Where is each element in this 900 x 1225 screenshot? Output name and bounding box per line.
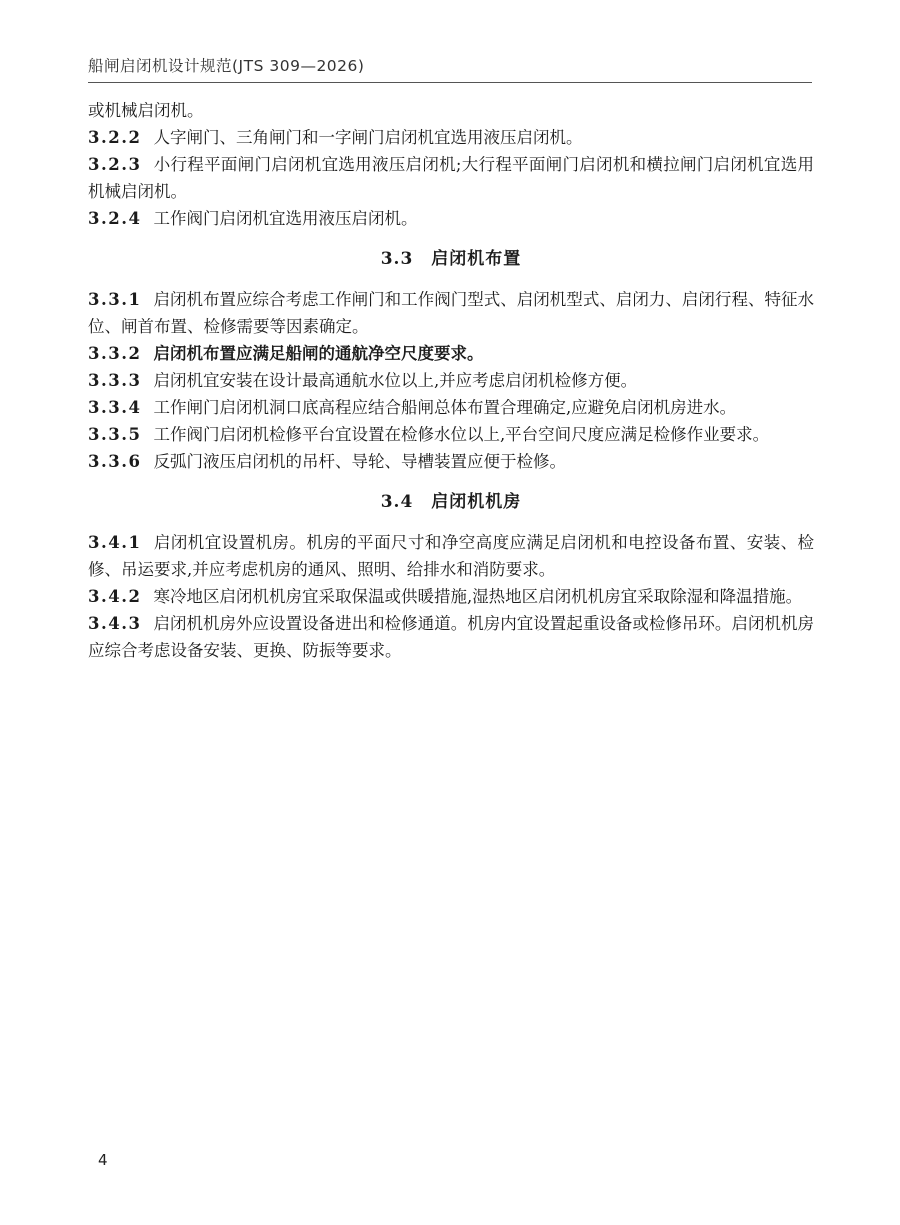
clause-3-2-1-continuation	[88, 97, 814, 124]
clause-3-3-2	[88, 340, 814, 367]
header-rule	[88, 82, 812, 83]
clause-text: 工作阀门启闭机宜选用液压启闭机。	[153, 209, 418, 228]
clause-text: 工作阀门启闭机检修平台宜设置在检修水位以上,平台空间尺度应满足检修作业要求。	[153, 425, 770, 444]
clause-3-3-6	[88, 448, 814, 475]
clause-number: 3.2.4	[88, 209, 142, 228]
clause-text: 工作闸门启闭机洞口底高程应结合船闸总体布置合理确定,应避免启闭机房进水。	[153, 398, 737, 417]
clause-text: 寒冷地区启闭机机房宜采取保温或供暖措施,湿热地区启闭机机房宜采取除湿和降温措施。	[153, 587, 803, 606]
clause-text: 或机械启闭机。	[88, 101, 204, 120]
clause-3-4-1	[88, 529, 814, 583]
clause-3-3-1	[88, 286, 814, 340]
clause-number: 3.3.3	[88, 371, 142, 390]
clause-text: 启闭机宜安装在设计最高通航水位以上,并应考虑启闭机检修方便。	[153, 371, 638, 390]
clause-number: 3.4.3	[88, 614, 142, 633]
clause-text-mandatory: 启闭机布置应满足船闸的通航净空尺度要求。	[153, 344, 484, 363]
clause-3-2-3	[88, 151, 814, 205]
page-number: 4	[98, 1151, 108, 1169]
running-header: 船闸启闭机设计规范(JTS 309—2026)	[88, 57, 365, 75]
clause-3-3-5	[88, 421, 814, 448]
clause-number: 3.3.5	[88, 425, 142, 444]
clause-text: 启闭机布置应综合考虑工作闸门和工作阀门型式、启闭机型式、启闭力、启闭行程、特征水位、闸首布置、检修需要等因素确定。	[88, 290, 814, 336]
clause-number: 3.4.1	[88, 533, 142, 552]
clause-text: 反弧门液压启闭机的吊杆、导轮、导槽装置应便于检修。	[153, 452, 566, 471]
section-heading-3-3	[88, 232, 814, 286]
clause-3-4-3	[88, 610, 814, 664]
clause-number: 3.2.3	[88, 155, 142, 174]
section-number: 3.3	[380, 249, 414, 269]
section-title: 启闭机布置	[431, 249, 522, 269]
clause-number: 3.3.4	[88, 398, 142, 417]
clause-number: 3.3.2	[88, 344, 142, 363]
clause-number: 3.4.2	[88, 587, 142, 606]
clause-3-4-2	[88, 583, 814, 610]
clause-text: 启闭机机房外应设置设备进出和检修通道。机房内宜设置起重设备或检修吊环。启闭机机房应综合考虑设备安装、更换、防振等要求。	[88, 614, 814, 660]
clause-number: 3.3.6	[88, 452, 142, 471]
section-heading-3-4	[88, 475, 814, 529]
clause-3-2-4	[88, 205, 814, 232]
clause-3-3-3	[88, 367, 814, 394]
clause-3-2-2	[88, 124, 814, 151]
clause-3-3-4	[88, 394, 814, 421]
clause-text: 小行程平面闸门启闭机宜选用液压启闭机;大行程平面闸门启闭机和横拉闸门启闭机宜选用机械启闭机。	[88, 155, 814, 201]
section-number: 3.4	[380, 492, 414, 512]
section-title: 启闭机机房	[431, 492, 522, 512]
clause-text: 启闭机宜设置机房。机房的平面尺寸和净空高度应满足启闭机和电控设备布置、安装、检修、吊运要求,并应考虑机房的通风、照明、给排水和消防要求。	[88, 533, 814, 579]
document-body	[88, 97, 814, 664]
clause-number: 3.3.1	[88, 290, 142, 309]
clause-text: 人字闸门、三角闸门和一字闸门启闭机宜选用液压启闭机。	[153, 128, 583, 147]
clause-number: 3.2.2	[88, 128, 142, 147]
